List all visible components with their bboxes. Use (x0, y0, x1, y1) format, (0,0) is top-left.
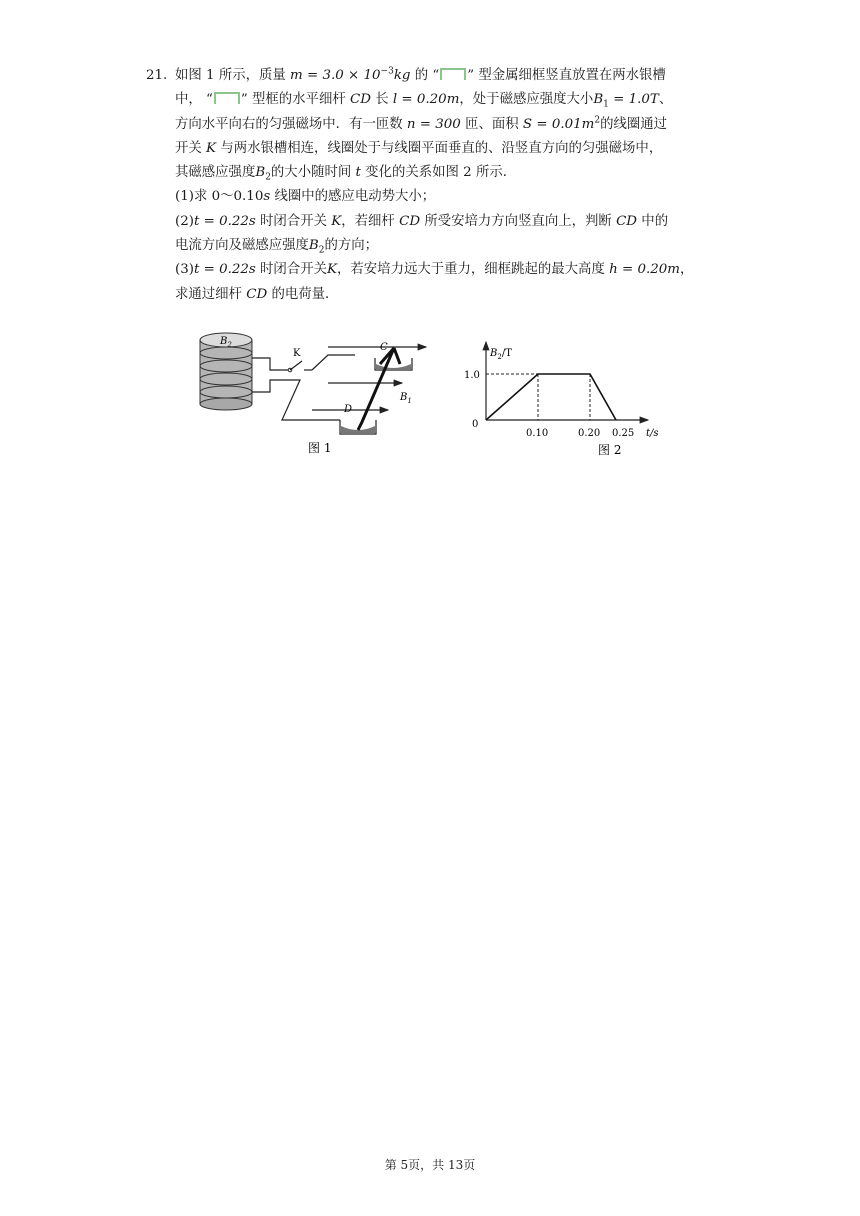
field-label: $B_1$ (400, 392, 412, 405)
guide-lines (486, 374, 590, 420)
y-tick-label: 1.0 (464, 370, 480, 381)
question-21 (146, 64, 721, 307)
subquestion-1: (1)求 0～0.10s 线圈中的感应电动势大小； (175, 189, 436, 205)
figure-1-caption: 图 1 (308, 441, 332, 455)
page-footer: 第 5页，共 13页 (384, 1158, 476, 1172)
figure-2-caption: 图 2 (598, 443, 622, 457)
x-axis-label: t/s (646, 428, 659, 439)
figure-1-apparatus (190, 320, 440, 460)
switch-label: K (293, 348, 301, 359)
x-tick-labels (526, 428, 634, 439)
stem-line-2: 中， “ ” 型框的水平细杆 CD 长 l = 0.20m，处于磁感应强度大小$B_1 = 1.0T$、 (175, 92, 673, 110)
x-tick-label: 0.10 (526, 428, 549, 439)
stem-line-1: 如图 1 所示，质量 $m = 3.0 \times 10^{-3}kg$ 的 “ ” 型金属细框竖直放置在两水银槽 (175, 66, 666, 83)
x-tick-label: 0.25 (612, 428, 635, 439)
x-tick-label: 0.20 (578, 428, 601, 439)
question-number: 21. (146, 68, 168, 83)
origin-label: 0 (472, 419, 479, 430)
coil-label: $B_2$ (220, 336, 232, 349)
question-stem (175, 64, 721, 307)
subquestion-2: (2)t = 0.22s 时闭合开关 K，若细杆 CD 所受安培力方向竖直向上，判断 CD 中的 (175, 213, 669, 229)
subquestion-3-cont: 求通过细杆 CD 的电荷量． (175, 286, 339, 302)
figure-2-graph (462, 338, 672, 462)
point-d-label: D (344, 404, 353, 415)
subquestion-3: (3)t = 0.22s 时闭合开关K，若安培力远大于重力，细框跳起的最大高度 h = 0.20m， (175, 262, 694, 278)
y-axis-label: $B_2/T$ (490, 348, 512, 361)
subquestion-2-cont: 电流方向及磁感应强度$B_2$的方向； (175, 238, 379, 256)
point-c-label: C (380, 342, 388, 353)
frame-shape-icon (214, 92, 240, 104)
stem-line-3: 方向水平向右的匀强磁场中．有一匝数 n = 300 匝、面积 $S = 0.01m^2$的线圈通过 (175, 115, 668, 132)
stem-line-4: 开关 K 与两水银槽相连，线圈处于与线圈平面垂直的、沿竖直方向的匀强磁场中， (175, 140, 663, 156)
b2-curve (486, 374, 616, 420)
frame-shape-icon (440, 68, 466, 80)
stem-line-5: 其磁感应强度$B_2$的大小随时间 t 变化的关系如图 2 所示． (175, 165, 517, 183)
